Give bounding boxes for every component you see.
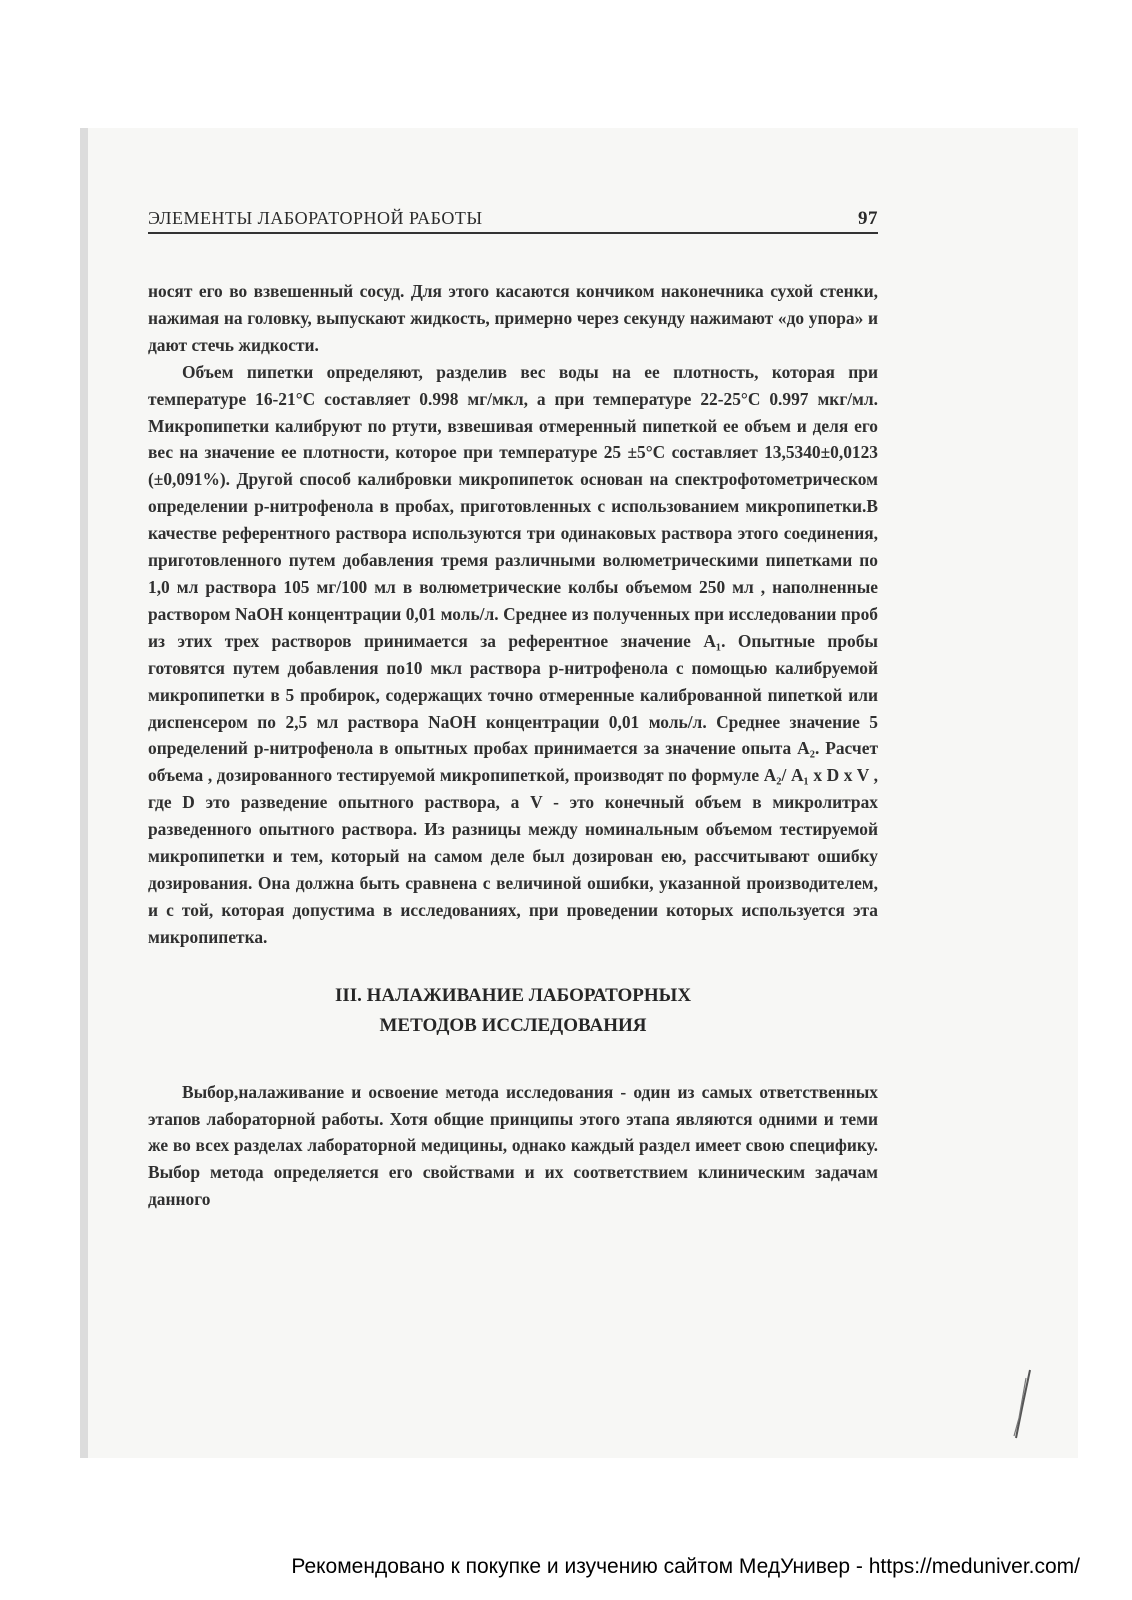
- footer-recommendation: Рекомендовано к покупке и изучению сайтом МедУнивер - https://meduniver.com/: [291, 1555, 1080, 1578]
- running-header: [148, 208, 878, 234]
- paragraph-pipette-calibration: Объем пипетки определяют, разделив вес воды на ее плотность, которая при температуре 16-21°С составляет 0.998 мг/мкл, а при температуре 22-25°С 0.997 мкг/мл. Микропипетки калибруют по ртути, взвешивая отмеренный пипеткой ее объем и деля его вес на значение ее плотности, которое при температуре 25 ±5°С составляет 13,5340±0,0123 (±0,091%). Другой способ калибровки микропипеток основан на спектрофотометрическом определении р-нитрофенола в пробах, приготовленных с использованием микропипетки.В качестве референтного раствора используются три одинаковых раствора этого соединения, приготовленного путем добавления тремя различными волюметрическими пипетками по 1,0 мл раствора 105 мг/100 мл в волюметрические колбы объемом 250 мл , наполненные раствором NaOH концентрации 0,01 моль/л. Среднее из полученных при исследовании проб из этих трех растворов принимается за референтное значение А₁. Опытные пробы готовятся путем добавления по10 мкл раствора р-нитрофенола с помощью калибруемой микропипетки в 5 пробирок, содержащих точно отмеренные калиброванной пипеткой или диспенсером по 2,5 мл раствора NaOH концентрации 0,01 моль/л. Среднее значение 5 определений р-нитрофенола в опытных пробах принимается за значение опыта А₂. Расчет объема , дозированного тестируемой микропипеткой, производят по формуле А₂/ А₁ x D x V , где D это разведение опытного раствора, а V - это конечный объем в микролитрах разведенного опытного раствора. Из разницы между номинальным объемом тестируемой микропипетки и тем, который на самом деле был дозирован ею, рассчитывают ошибку дозирования. Она должна быть сравнена с величиной ошибки, указанной производителем, и с той, которая допустима в исследованиях, при проведении которых используется эта микропипетка.: [148, 361, 878, 947]
- paragraph-continuation: носят его во взвешенный сосуд. Для этого касаются кончиком наконечника сухой стенки, нажимая на головку, выпускают жидкость, примерно через секунду нажимают «до упора» и дают стечь жидкости.: [148, 281, 878, 355]
- section-heading-line-2: МЕТОДОВ ИССЛЕДОВАНИЯ: [379, 1014, 647, 1036]
- body-text: [148, 278, 878, 951]
- section-body: [148, 1079, 878, 1214]
- margin-ink-mark: [1004, 1368, 1034, 1440]
- section-heading-line-1: III. НАЛАЖИВАНИЕ ЛАБОРАТОРНЫХ: [334, 984, 692, 1006]
- running-title: ЭЛЕМЕНТЫ ЛАБОРАТОРНОЙ РАБОТЫ: [148, 208, 483, 228]
- book-page: [148, 208, 878, 1213]
- section-heading: [148, 981, 878, 1041]
- paragraph-method-selection: Выбор,налаживание и освоение метода исследования - один из самых ответственных этапов лабораторной работы. Хотя общие принципы этого этапа являются одними и теми же во всех разделах лабораторной медицины, однако каждый раздел имеет свою специфику. Выбор метода определяется его свойствами и их соответствием клиническим задачам данного: [148, 1081, 878, 1210]
- page-number: 97: [858, 208, 878, 229]
